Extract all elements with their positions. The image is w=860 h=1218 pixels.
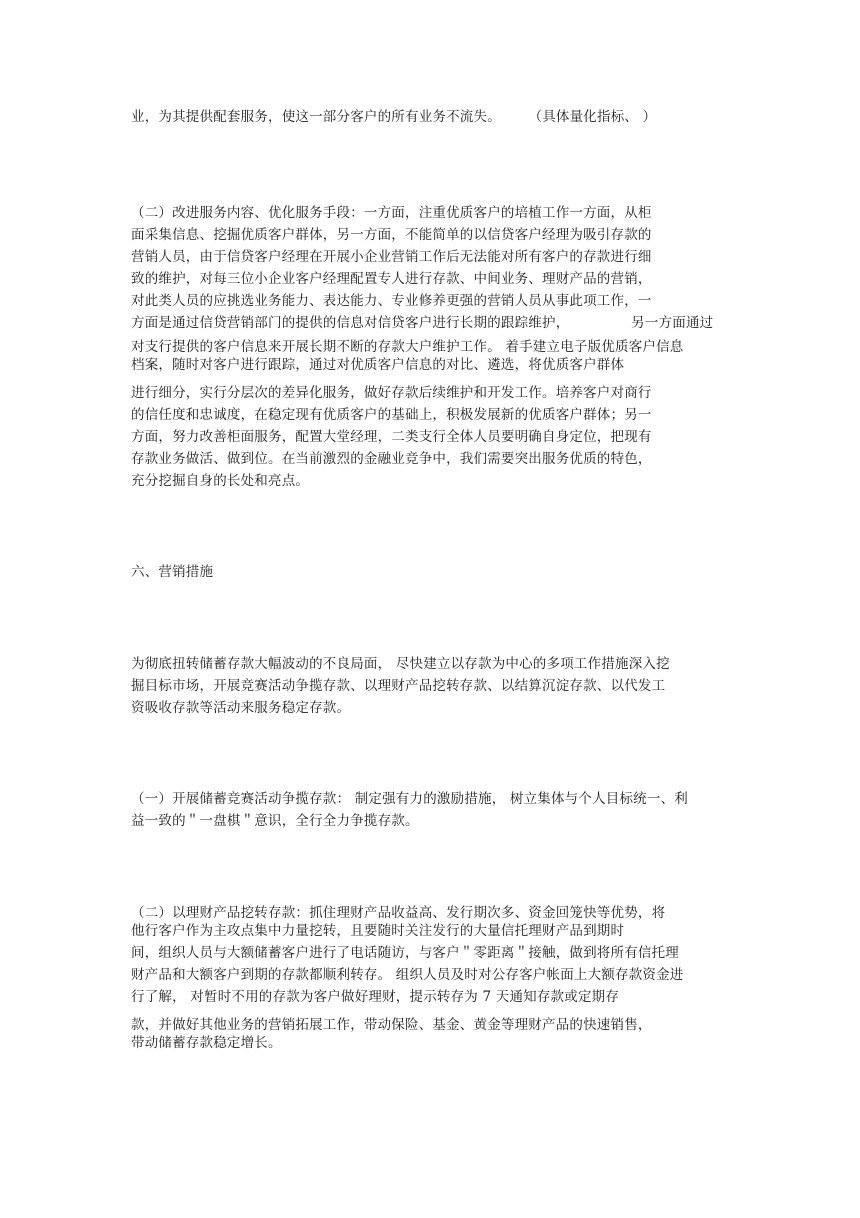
text-line: 款，并做好其他业务的营销拓展工作，带动保险、基金、黄金等理财产品的快速销售，	[131, 1017, 652, 1033]
text-line: 方面是通过信贷营销部门的提供的信息对信贷客户进行长期的跟踪维护， 另一方面通过	[131, 315, 714, 331]
text-line: 档案，随时对客户进行跟踪，通过对优质客户信息的对比、遴选，将优质客户群体	[131, 357, 625, 373]
text-line: （二）改进服务内容、优化服务手段：一方面，注重优质客户的培植工作一方面，从柜	[131, 205, 652, 221]
text-line: （一）开展储蓄竞赛活动争揽存款： 制定强有力的激励措施， 树立集体与个人目标统一、利	[131, 791, 688, 807]
text-line: 面采集信息、挖掘优质客户群体，另一方面，不能简单的以信贷客户经理为吸引存款的	[131, 227, 652, 243]
text-line: 掘目标市场，开展竞赛活动争揽存款、以理财产品挖转存款、以结算沉淀存款、以代发工	[131, 678, 666, 694]
text-line: 的信任度和忠诚度，在稳定现有优质客户的基础上，积极发展新的优质客户群体；另一	[131, 407, 652, 423]
text-line: 间，组织人员与大额储蓄客户进行了电话随访，与客户＂零距离＂接触，做到将所有信托理	[131, 945, 679, 961]
text-line: 方面，努力改善柜面服务，配置大堂经理，二类支行全体人员要明确自身定位，把现有	[131, 429, 652, 445]
text-line: 益一致的＂一盘棋＂意识，全行全力争揽存款。	[131, 813, 419, 829]
text-line: 财产品和大额客户到期的存款都顺利转存。 组织人员及时对公存客户帐面上大额存款资金进	[131, 967, 684, 983]
text-line: （二）以理财产品挖转存款：抓住理财产品收益高、发行期次多、资金回笼快等优势，将	[131, 905, 666, 921]
text-line: 为彻底扭转储蓄存款大幅波动的不良局面， 尽快建立以存款为中心的多项工作措施深入挖	[131, 656, 670, 672]
text-line: 致的维护，对每三位小企业客户经理配置专人进行存款、中间业务、理财产品的营销，	[131, 271, 652, 287]
text-line: 他行客户作为主攻点集中力量挖转，且要随时关注发行的大量信托理财产品到期时	[131, 923, 625, 939]
text-line: 充分挖掘自身的长处和亮点。	[131, 473, 310, 489]
text-line: 对此类人员的应挑选业务能力、表达能力、专业修养更强的营销人员从事此项工作，一	[131, 293, 652, 309]
text-line: 存款业务做活、做到位。在当前激烈的金融业竞争中，我们需要突出服务优质的特色，	[131, 451, 652, 467]
text-line: 营销人员，由于信贷客户经理在开展小企业营销工作后无法能对所有客户的存款进行细	[131, 249, 652, 265]
text-line: 对支行提供的客户信息来开展长期不断的存款大户维护工作。 着手建立电子版优质客户信息	[131, 339, 684, 355]
text-line: 进行细分，实行分层次的差异化服务，做好存款后续维护和开发工作。培养客户对商行	[131, 385, 652, 401]
text-line: 带动储蓄存款稳定增长。	[131, 1035, 282, 1051]
text-line: 资吸收存款等活动来服务稳定存款。	[131, 700, 351, 716]
text-line: 行了解， 对暂时不用的存款为客户做好理财，提示转存为 7 天通知存款或定期存	[131, 989, 620, 1005]
section-heading: 六、营销措施	[131, 564, 214, 580]
text-line: 业，为其提供配套服务，使这一部分客户的所有业务不流失。 （具体量化指标、 ）	[131, 109, 657, 125]
